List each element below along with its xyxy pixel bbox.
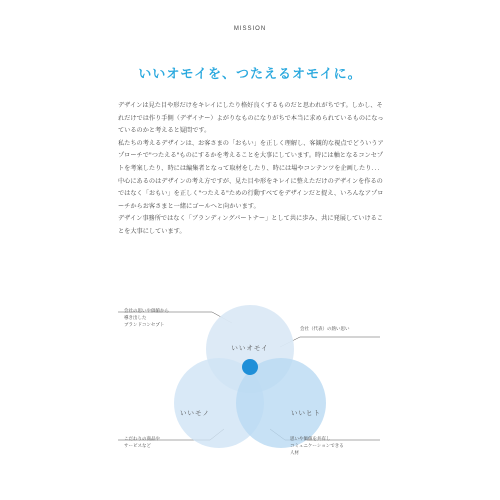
note-bottom-right: 思いや価値を共有し コミュニケーションできる 人材 <box>290 437 344 456</box>
circle-label-left: いいモノ <box>180 409 210 417</box>
venn-diagram <box>0 295 500 470</box>
note-top-right: 会社（代表）の熱い思い <box>300 327 350 332</box>
paragraph-3: デザイン事務所ではなく「ブランディングパートナー」として共に歩み、共に発展していけることを大事にしています。 <box>118 215 384 235</box>
mission-tagline: いいオモイを、つたえるオモイに。 <box>138 67 362 82</box>
venn-svg <box>0 295 500 470</box>
mission-body <box>118 100 384 239</box>
section-label: MISSION <box>233 26 267 32</box>
note-bottom-left: こだわりの商品や サービスなど <box>124 437 160 449</box>
paragraph-2: 私たちの考えるデザインは、お客さまの「おもい」を正しく理解し、客観的な視点でどういうアプローチで"つたえる"ものにするかを考えることを大事にしています。時には軸となるコンセプトを考案したり、時には編集者となって取材をしたり、時には場やコンテンツを企画したり．．．中心にあるのはデザインの考え方ですが、見た目や形をキレイに整えただけのデザインを作るのではなく「おもい」を正しく"つたえる"ための行動すべてをデザインだと捉え、いろんなアプローチからお客さまと一緒にゴールへと向かいます。 <box>118 139 384 210</box>
center-dot <box>242 359 258 375</box>
note-top-left: 会社の思いや価値から 導き出した ブランドコンセプト <box>124 309 169 328</box>
circle-label-top: いいオモイ <box>231 344 269 352</box>
circle-label-right: いいヒト <box>291 409 321 417</box>
paragraph-1: デザインは見た目や形だけをキレイにしたり格好良くするものだと思われがちです。しかし、それだけでは作り手側（デザイナー）よがりなものになりがちで本当に求められているものになっているのかと考えると疑問です。 <box>118 102 384 135</box>
